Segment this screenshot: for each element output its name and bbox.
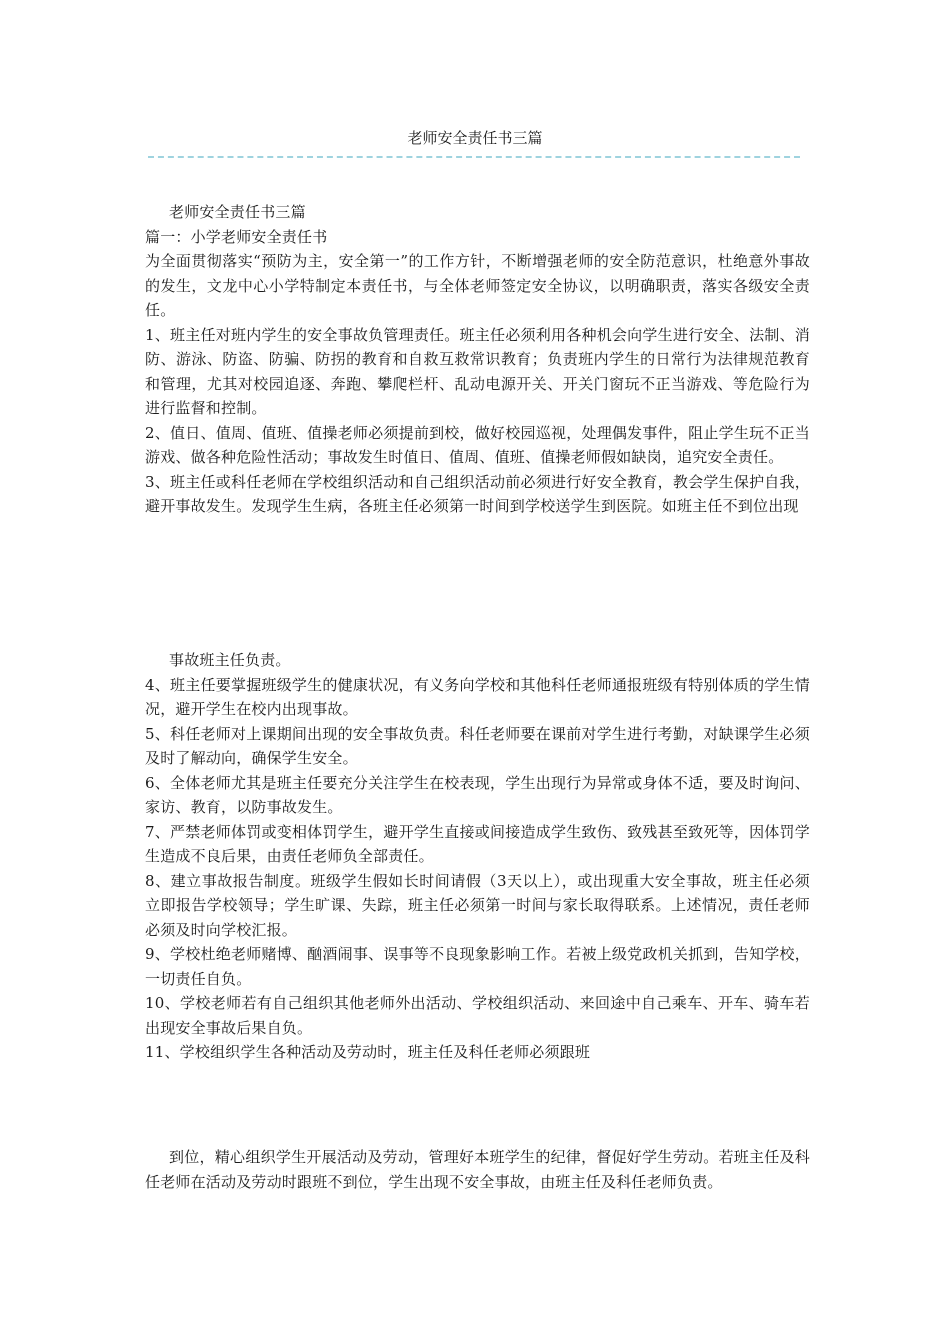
paragraph: 8、建立事故报告制度。班级学生假如长时间请假（3天以上），或出现重大安全事故，班主任必须立即报告学校领导；学生旷课、失踪，班主任必须第一时间与家长取得联系。上述情况，责任老师必须及时向学校汇报。 [145, 871, 810, 939]
paragraph: 6、全体老师尤其是班主任要充分关注学生在校表现，学生出现行为异常或身体不适，要及时询问、家访、教育，以防事故发生。 [145, 773, 810, 816]
text-block-1 [145, 200, 810, 519]
paragraph: 9、学校杜绝老师赌博、酗酒闹事、误事等不良现象影响工作。若被上级党政机关抓到，告知学校，一切责任自负。 [145, 945, 810, 988]
paragraph: 1、班主任对班内学生的安全事故负管理责任。班主任必须利用各种机会向学生进行安全、法制、消防、游泳、防盗、防骗、防拐的教育和自救互救常识教育；负责班内学生的日常行为法律规范教育和管理，尤其对校园追逐、奔跑、攀爬栏杆、乱动电源开关、开关门窗玩不正当游戏、等危险行为进行监督和控制。 [145, 325, 810, 417]
section-title: 篇一：小学老师安全责任书 [145, 227, 328, 246]
paragraph: 2、值日、值周、值班、值操老师必须提前到校，做好校园巡视，处理偶发事件，阻止学生玩不正当游戏、做各种危险性活动；事故发生时值日、值周、值班、值操老师假如缺岗，追究安全责任。 [145, 423, 810, 466]
text-block-2 [145, 648, 810, 1065]
paragraph: 5、科任老师对上课期间出现的安全事故负责。科任老师要在课前对学生进行考勤，对缺课学生必须及时了解动向，确保学生安全。 [145, 724, 810, 767]
paragraph: 3、班主任或科任老师在学校组织活动和自己组织活动前必须进行好安全教育，教会学生保护自我，避开事故发生。发现学生生病，各班主任必须第一时间到学校送学生到医院。如班主任不到位出现 [145, 472, 810, 515]
paragraph-continuation: 事故班主任负责。 [169, 651, 291, 669]
text-block-3 [145, 1145, 810, 1194]
paragraph-continuation: 到位，精心组织学生开展活动及劳动，管理好本班学生的纪律，督促好学生劳动。若班主任及科任老师在活动及劳动时跟班不到位，学生出现不安全事故，由班主任及科任老师负责。 [145, 1148, 810, 1191]
document-title: 老师安全责任书三篇 [407, 129, 543, 147]
paragraph: 10、学校老师若有自己组织其他老师外出活动、学校组织活动、来回途中自己乘车、开车、骑车若出现安全事故后果自负。 [145, 994, 810, 1037]
section-heading: 老师安全责任书三篇 [169, 203, 306, 221]
paragraph: 11、学校组织学生各种活动及劳动时，班主任及科任老师必须跟班 [145, 1043, 591, 1061]
paragraph: 4、班主任要掌握班级学生的健康状况，有义务向学校和其他科任老师通报班级有特别体质的学生情况，避开学生在校内出现事故。 [145, 675, 810, 718]
paragraph: 7、严禁老师体罚或变相体罚学生，避开学生直接或间接造成学生致伤、致残甚至致死等，因体罚学生造成不良后果，由责任老师负全部责任。 [145, 822, 810, 865]
paragraph: 为全面贯彻落实“预防为主，安全第一”的工作方针，不断增强老师的安全防范意识，杜绝意外事故的发生，文龙中心小学特制定本责任书，与全体老师签定安全协议，以明确职责，落实各级安全责任。 [145, 252, 810, 319]
title-divider [148, 156, 800, 158]
